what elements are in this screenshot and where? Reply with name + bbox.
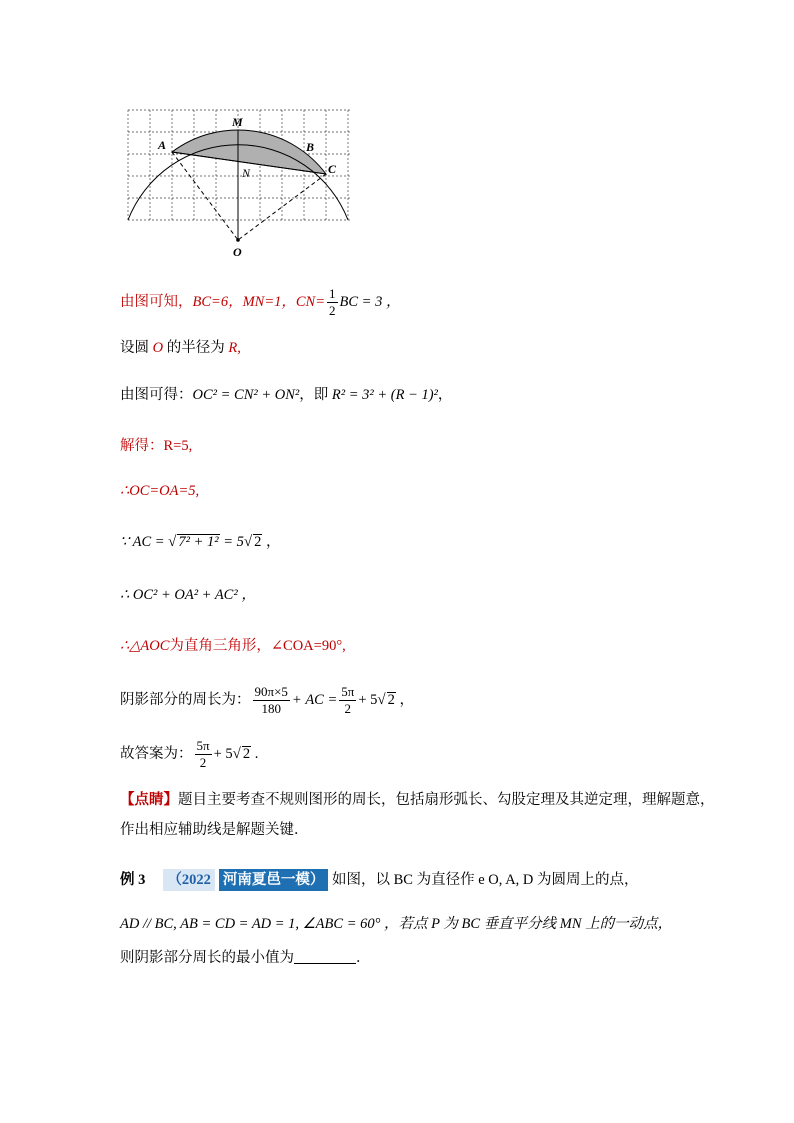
dianjing-line-1: 【点睛】题目主要考查不规则图形的周长，包括扇形弧长、勾股定理及其逆定理，理解题意， xyxy=(120,792,715,808)
example-line-2: AD // BC, AB = CD = AD = 1, ∠ABC = 60° ，若点 P 为 BC 垂直平分线 MN 上的一动点， xyxy=(120,916,673,932)
label-n: N xyxy=(242,166,251,180)
line-10: 故答案为： $\frac{5\pi}{2}$ + 5√ 2 . xyxy=(120,738,259,770)
line-9: 阴影部分的周长为： $\frac{90\pi\times 5}{180}$ + AC = $\frac{5\pi}{2}$ + 5√ 2 ， xyxy=(120,684,415,716)
line-8: ∴△AOC为直角三角形，∠COA=90°, xyxy=(120,638,346,654)
fraction-half: $\frac{1}{2}$ xyxy=(329,286,336,318)
radius-oa xyxy=(172,152,238,240)
dianjing-line-2: 作出相应辅助线是解题关键． xyxy=(120,822,309,838)
label-b: B xyxy=(306,140,315,154)
label-a: A xyxy=(158,138,167,152)
line-1: 由图可知，BC=6，MN=1，CN= $\frac{1}{2}$ BC = 3 ， xyxy=(120,286,401,318)
line-5: ∴OC=OA=5, xyxy=(120,483,200,499)
example-line-3: 则阴影部分周长的最小值为 ． xyxy=(120,950,371,966)
line-3: 由图可得：OC² = CN² + ON²，即 R² = 3² + (R − 1)²， xyxy=(120,387,453,403)
geometry-figure xyxy=(120,100,360,265)
line-7: ∴ OC² + OA² + AC² ， xyxy=(120,587,256,603)
point-o xyxy=(236,238,240,242)
answer-blank xyxy=(294,949,356,964)
line-4: 解得：R=5, xyxy=(120,438,193,454)
line-6: ∵ AC = √ 7² + 1² = 5√ 2 ， xyxy=(120,534,281,550)
label-m: M xyxy=(232,115,243,129)
label-c: C xyxy=(328,162,337,176)
label-o: O xyxy=(233,245,242,259)
line-2: 设圆 O 的半径为 R, xyxy=(120,340,241,356)
example-line-1: 例 3 （2022 河南夏邑一模） 如图，以 BC 为直径作 e O, A, D 为圆周上的点， xyxy=(120,869,639,891)
